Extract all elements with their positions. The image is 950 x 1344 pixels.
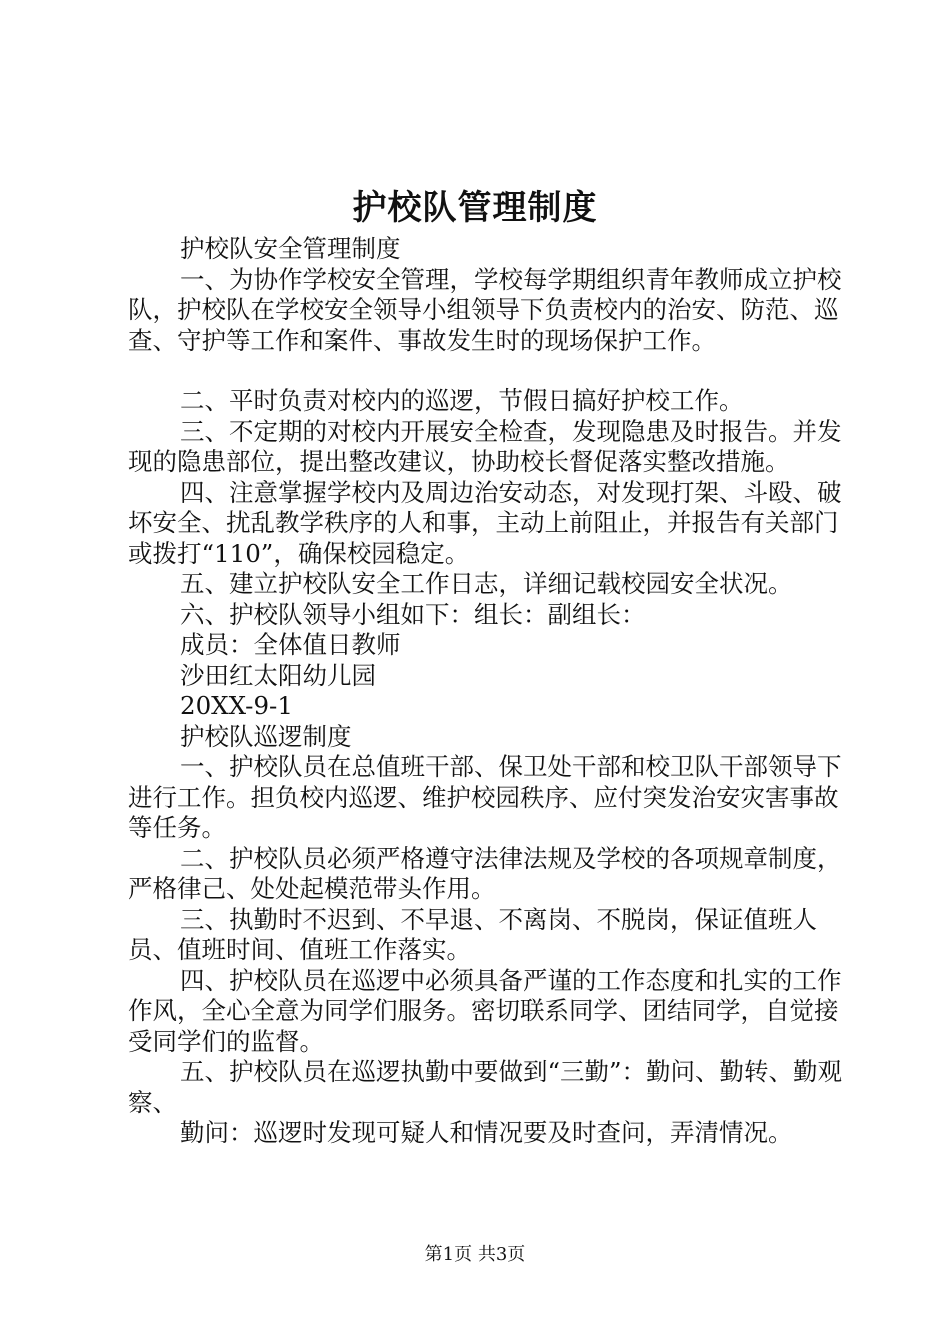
paragraph: 六、护校队领导小组如下：组长：副组长：	[180, 599, 646, 629]
paragraph: 三、执勤时不迟到、不早退、不离岗、不脱岗，保证值班人员、值班时间、值班工作落实。	[128, 904, 817, 964]
paragraph: 护校队巡逻制度	[180, 721, 352, 751]
paragraph: 二、护校队员必须严格遵守法律法规及学校的各项规章制度，严格律己、处处起模范带头作用。	[128, 843, 842, 903]
document-body	[128, 234, 858, 1149]
paragraph: 三、不定期的对校内开展安全检查，发现隐患及时报告。并发现的隐患部位，提出整改建议，协助校长督促落实整改措施。	[128, 416, 842, 476]
paragraph: 20XX-9-1	[180, 691, 293, 720]
paragraph-gap	[128, 356, 858, 386]
paragraph: 五、护校队员在巡逻执勤中要做到“三勤”：勤问、勤转、勤观察、	[128, 1057, 843, 1117]
paragraph: 四、护校队员在巡逻中必须具备严谨的工作态度和扎实的工作作风，全心全意为同学们服务。密切联系同学、团结同学，自觉接受同学们的监督。	[128, 965, 842, 1056]
paragraph: 沙田红太阳幼儿园	[180, 660, 376, 690]
paragraph: 二、平时负责对校内的巡逻，节假日搞好护校工作。	[180, 386, 744, 415]
paragraph: 五、建立护校队安全工作日志，详细记载校园安全状况。	[180, 569, 793, 598]
document-title: 护校队管理制度	[352, 188, 598, 228]
paragraph: 四、注意掌握学校内及周边治安动态，对发现打架、斗殴、破坏安全、扰乱教学秩序的人和事，主动上前阻止，并报告有关部门或拨打“110”，确保校园稳定。	[128, 477, 842, 568]
paragraph: 一、为协作学校安全管理，学校每学期组织青年教师成立护校队，护校队在学校安全领导小组领导下负责校内的治安、防范、巡查、守护等工作和案件、事故发生时的现场保护工作。	[128, 264, 842, 355]
paragraph: 一、护校队员在总值班干部、保卫处干部和校卫队干部领导下进行工作。担负校内巡逻、维护校园秩序、应付突发治安灾害事故等任务。	[128, 752, 842, 842]
paragraph: 成员：全体值日教师	[180, 630, 401, 659]
paragraph: 护校队安全管理制度	[180, 234, 401, 263]
page-number-footer: 第1页 共3页	[424, 1244, 526, 1265]
paragraph: 勤问：巡逻时发现可疑人和情况要及时查问，弄清情况。	[180, 1118, 793, 1147]
